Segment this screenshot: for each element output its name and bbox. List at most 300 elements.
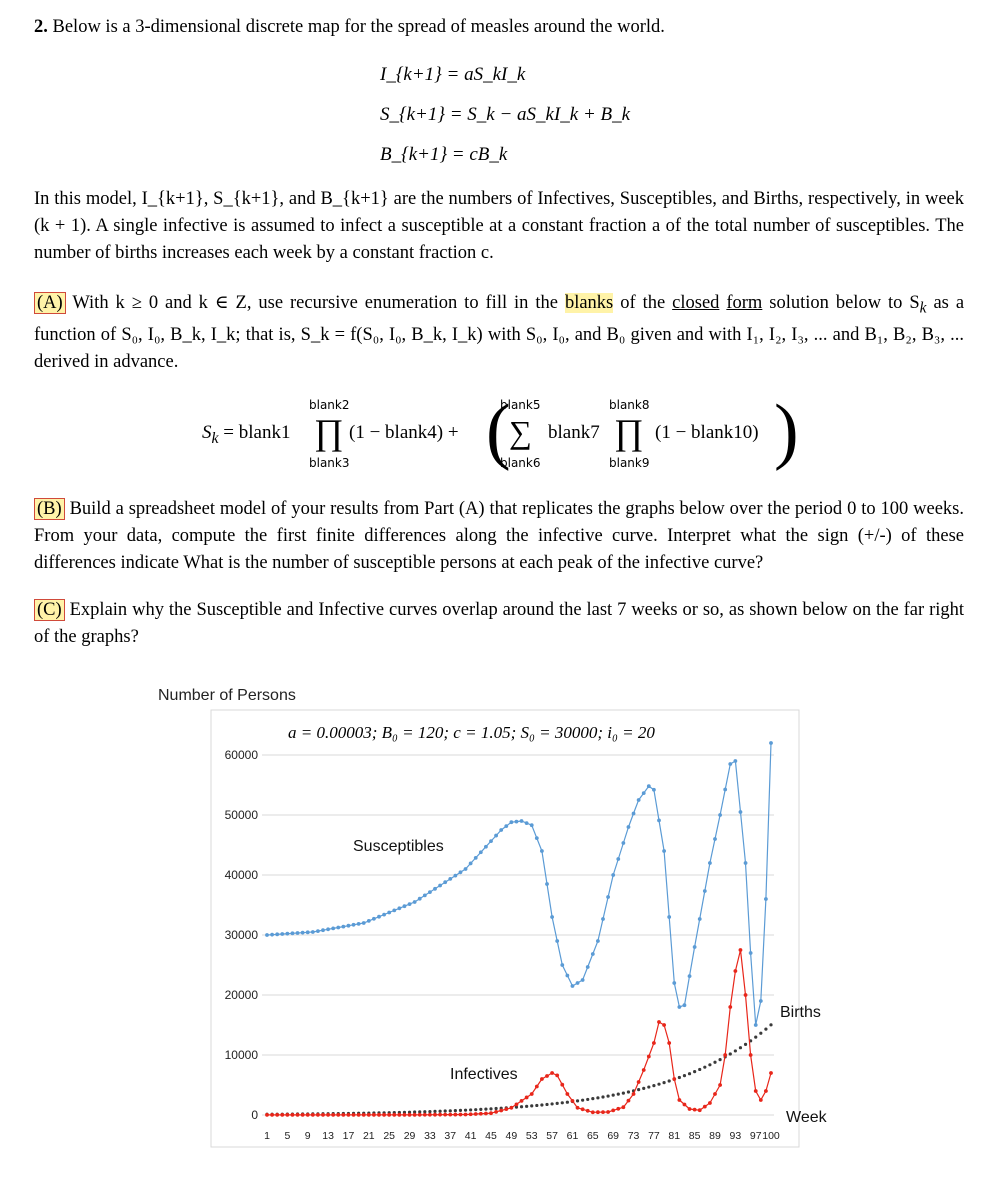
births-point <box>759 1032 762 1035</box>
infectives-point <box>677 1098 681 1102</box>
y-axis-title: Number of Persons <box>158 687 296 704</box>
susceptibles-point <box>744 861 748 865</box>
infectives-point <box>352 1113 356 1117</box>
infectives-point <box>448 1113 452 1117</box>
infectives-point <box>474 1112 478 1116</box>
part-b-label: (B) <box>34 498 65 520</box>
births-point <box>540 1103 543 1106</box>
births-point <box>617 1093 620 1096</box>
infectives-point <box>718 1083 722 1087</box>
infectives-point <box>515 1102 519 1106</box>
susceptibles-point <box>545 882 549 886</box>
infectives-point <box>413 1113 417 1117</box>
infectives-point <box>321 1113 325 1117</box>
births-point <box>718 1058 721 1061</box>
susceptibles-point <box>382 913 386 917</box>
susceptibles-point <box>306 930 310 934</box>
susceptibles-point <box>621 841 625 845</box>
infectives-point <box>744 993 748 997</box>
susceptibles-point <box>377 915 381 919</box>
births-point <box>606 1094 609 1097</box>
births-point <box>652 1084 655 1087</box>
infectives-point <box>545 1074 549 1078</box>
susceptibles-point <box>555 939 559 943</box>
infectives-point <box>728 1005 732 1009</box>
susceptibles-point <box>560 963 564 967</box>
blank5: blank5 <box>500 398 541 412</box>
susceptibles-point <box>275 932 279 936</box>
susceptibles-point <box>754 1023 758 1027</box>
infectives-point <box>453 1113 457 1117</box>
infectives-point <box>627 1099 631 1103</box>
infectives-point <box>494 1110 498 1114</box>
births-point <box>449 1109 452 1112</box>
infectives-point <box>362 1113 366 1117</box>
infectives-point <box>265 1113 269 1117</box>
susceptibles-point <box>280 932 284 936</box>
x-tick-label: 41 <box>464 1130 477 1142</box>
susceptibles-point <box>408 902 412 906</box>
product-symbol-2: ∏ <box>614 412 644 452</box>
infectives-point <box>555 1074 559 1078</box>
y-tick-label: 50000 <box>224 808 258 822</box>
births-point <box>688 1072 691 1075</box>
infectives-point <box>571 1099 575 1103</box>
births-point <box>454 1109 457 1112</box>
x-tick-label: 29 <box>403 1130 416 1142</box>
infectives-point <box>683 1103 687 1107</box>
equation-births: B_{k+1} = cB_k <box>380 144 508 165</box>
y-tick-label: 10000 <box>224 1048 258 1062</box>
births-point <box>581 1099 584 1102</box>
infectives-point <box>621 1105 625 1109</box>
births-point <box>668 1079 671 1082</box>
infectives-point <box>550 1071 554 1075</box>
susceptibles-point <box>764 897 768 901</box>
x-tick-label: 93 <box>729 1130 742 1142</box>
label-week: Week <box>786 1109 827 1126</box>
births-point <box>662 1081 665 1084</box>
susceptibles-point <box>265 933 269 937</box>
infectives-point <box>504 1107 508 1111</box>
susceptibles-point <box>372 917 376 921</box>
births-point <box>550 1102 553 1105</box>
susceptibles-point <box>438 884 442 888</box>
part-a-closed: closed <box>672 293 720 313</box>
susceptibles-point <box>713 837 717 841</box>
infectives-point <box>392 1113 396 1117</box>
susceptibles-point <box>413 900 417 904</box>
susceptibles-point <box>601 917 605 921</box>
label-susceptibles: Susceptibles <box>353 838 444 855</box>
births-point <box>591 1097 594 1100</box>
sum-symbol: ∑ <box>509 414 532 450</box>
births-point <box>769 1023 772 1026</box>
part-a-text-2: of the <box>620 293 666 313</box>
infectives-point <box>530 1092 534 1096</box>
births-point <box>433 1110 436 1113</box>
infectives-point <box>637 1080 641 1084</box>
factor2: (1 − blank10) <box>655 422 759 443</box>
infectives-point <box>423 1113 427 1117</box>
susceptibles-point <box>316 929 320 933</box>
x-tick-label: 45 <box>485 1130 497 1142</box>
infectives-point <box>560 1083 564 1087</box>
births-point <box>459 1109 462 1112</box>
infectives-point <box>372 1113 376 1117</box>
part-a-text-3-sub: k <box>919 299 927 317</box>
part-a-text-1: With k ≥ 0 and k ∈ Z, use recursive enumeration to fill in the <box>72 293 558 313</box>
births-point <box>734 1049 737 1052</box>
susceptibles-point <box>708 861 712 865</box>
susceptibles-point <box>387 911 391 915</box>
susceptibles-point <box>336 926 340 930</box>
susceptibles-point <box>301 931 305 935</box>
label-infectives: Infectives <box>450 1066 518 1083</box>
blank3: blank3 <box>309 456 350 470</box>
x-tick-label: 33 <box>424 1130 436 1142</box>
x-tick-label: 97 <box>749 1130 762 1142</box>
infectives-point <box>428 1113 432 1117</box>
births-point <box>622 1091 625 1094</box>
susceptibles-point <box>311 930 315 934</box>
infectives-point <box>459 1113 463 1117</box>
infectives-point <box>657 1020 661 1024</box>
infectives-point <box>403 1113 407 1117</box>
right-paren: ) <box>774 390 799 472</box>
infectives-point <box>733 969 737 973</box>
susceptibles-point <box>494 834 498 838</box>
part-a-form: form <box>726 293 763 313</box>
infectives-point <box>662 1023 666 1027</box>
births-point <box>530 1104 533 1107</box>
susceptibles-point <box>565 974 569 978</box>
infectives-point <box>535 1085 539 1089</box>
susceptibles-point <box>637 798 641 802</box>
infectives-point <box>341 1113 345 1117</box>
susceptibles-point <box>433 887 437 891</box>
product-symbol-1: ∏ <box>314 412 344 452</box>
susceptibles-point <box>586 965 590 969</box>
y-tick-label: 0 <box>251 1108 258 1122</box>
infectives-point <box>703 1105 707 1109</box>
infectives-point <box>270 1113 274 1117</box>
infectives-point <box>520 1099 524 1103</box>
susceptibles-point <box>723 788 727 792</box>
susceptibles-point <box>652 788 656 792</box>
infectives-point <box>311 1113 315 1117</box>
blank6: blank6 <box>500 456 541 470</box>
susceptibles-point <box>474 856 478 860</box>
infectives-point <box>749 1053 753 1057</box>
susceptibles-point <box>642 791 646 795</box>
infectives-point <box>713 1092 717 1096</box>
susceptibles-point <box>453 874 457 878</box>
births-point <box>657 1083 660 1086</box>
infectives-point <box>754 1089 758 1093</box>
infectives-point <box>331 1113 335 1117</box>
infectives-point <box>759 1098 763 1102</box>
susceptibles-point <box>759 999 763 1003</box>
susceptibles-point <box>285 932 289 936</box>
births-point <box>489 1107 492 1110</box>
infectives-point <box>464 1113 468 1117</box>
infectives-point <box>275 1113 279 1117</box>
part-a-blanks-word: blanks <box>564 293 614 313</box>
susceptibles-line <box>267 743 771 1025</box>
births-point <box>535 1104 538 1107</box>
infectives-point <box>596 1110 600 1114</box>
susceptibles-point <box>769 741 773 745</box>
susceptibles-point <box>515 820 519 824</box>
infectives-point <box>438 1113 442 1117</box>
infectives-point <box>285 1113 289 1117</box>
x-tick-label: 13 <box>322 1130 334 1142</box>
susceptibles-point <box>352 923 356 927</box>
births-point <box>713 1061 716 1064</box>
susceptibles-point <box>728 762 732 766</box>
infectives-point <box>316 1113 320 1117</box>
y-tick-label: 40000 <box>224 868 258 882</box>
infectives-point <box>723 1053 727 1057</box>
part-c-body: Explain why the Susceptible and Infective curves overlap around the last 7 weeks or so, as shown below on the far right of the graphs? <box>34 600 965 647</box>
susceptibles-point <box>403 904 407 908</box>
x-tick-label: 1 <box>264 1130 270 1142</box>
susceptibles-point <box>367 919 371 923</box>
susceptibles-point <box>392 909 396 913</box>
susceptibles-point <box>347 924 351 928</box>
x-tick-label: 69 <box>607 1130 620 1142</box>
infectives-point <box>291 1113 295 1117</box>
births-point <box>525 1105 528 1108</box>
infectives-point <box>367 1113 371 1117</box>
susceptibles-point <box>596 939 600 943</box>
births-point <box>612 1094 615 1097</box>
infectives-point <box>301 1113 305 1117</box>
births-point <box>627 1090 630 1093</box>
infectives-point <box>280 1113 284 1117</box>
susceptibles-point <box>677 1005 681 1009</box>
susceptibles-point <box>484 845 488 849</box>
births-point <box>423 1110 426 1113</box>
infectives-point <box>739 948 743 952</box>
infectives-point <box>499 1109 503 1113</box>
susceptibles-point <box>672 981 676 985</box>
births-point <box>764 1028 767 1031</box>
births-point <box>754 1036 757 1039</box>
infectives-point <box>632 1092 636 1096</box>
infectives-point <box>296 1113 300 1117</box>
susceptibles-point <box>479 850 483 854</box>
susceptibles-point <box>683 1003 687 1007</box>
births-point <box>556 1102 559 1105</box>
infectives-point <box>769 1071 773 1075</box>
susceptibles-point <box>698 917 702 921</box>
infectives-point <box>688 1107 692 1111</box>
susceptibles-point <box>693 945 697 949</box>
equation-susceptibles: S_{k+1} = S_k − aS_kI_k + B_k <box>380 104 631 125</box>
susceptibles-point <box>291 931 295 935</box>
blank8: blank8 <box>609 398 650 412</box>
susceptibles-point <box>443 880 447 884</box>
x-tick-label: 81 <box>668 1130 681 1142</box>
infectives-point <box>489 1111 493 1115</box>
x-tick-label: 21 <box>362 1130 375 1142</box>
susceptibles-point <box>703 889 707 893</box>
susceptibles-point <box>362 921 366 925</box>
births-point <box>601 1095 604 1098</box>
x-tick-label: 57 <box>546 1130 558 1142</box>
left-paren: ( <box>486 390 511 472</box>
infectives-point <box>764 1089 768 1093</box>
susceptibles-point <box>688 974 692 978</box>
y-tick-label: 60000 <box>224 748 258 762</box>
infectives-point <box>698 1108 702 1112</box>
susceptibles-point <box>469 862 473 866</box>
births-point <box>484 1108 487 1111</box>
susceptibles-point <box>321 928 325 932</box>
births-point <box>428 1110 431 1113</box>
problem-number: 2. <box>34 17 48 37</box>
susceptibles-point <box>611 873 615 877</box>
infectives-point <box>601 1110 605 1114</box>
susceptibles-point <box>718 813 722 817</box>
x-tick-label: 73 <box>627 1130 640 1142</box>
infectives-point <box>647 1055 651 1059</box>
infectives-point <box>616 1107 620 1111</box>
births-point <box>678 1076 681 1079</box>
part-a-label: (A) <box>34 292 66 314</box>
infectives-point <box>357 1113 361 1117</box>
infectives-point <box>484 1112 488 1116</box>
susceptibles-point <box>733 759 737 763</box>
equation-infectives: I_{k+1} = aS_kI_k <box>380 64 526 85</box>
births-point <box>708 1063 711 1066</box>
problem-intro-text: Below is a 3-dimensional discrete map for the spread of measles around the world. <box>52 17 665 37</box>
part-a-text-3: solution below to S <box>769 293 920 313</box>
susceptibles-point <box>662 849 666 853</box>
x-tick-label: 17 <box>342 1130 355 1142</box>
susceptibles-point <box>499 828 503 832</box>
births-point <box>683 1074 686 1077</box>
births-point <box>642 1087 645 1090</box>
births-point <box>464 1109 467 1112</box>
susceptibles-point <box>749 951 753 955</box>
births-point <box>596 1096 599 1099</box>
births-point <box>637 1088 640 1091</box>
x-tick-label: 85 <box>688 1130 701 1142</box>
susceptibles-point <box>357 922 361 926</box>
infectives-point <box>377 1113 381 1117</box>
births-point <box>647 1085 650 1088</box>
infectives-point <box>642 1068 646 1072</box>
susceptibles-point <box>489 839 493 843</box>
susceptibles-point <box>535 836 539 840</box>
susceptibles-point <box>616 857 620 861</box>
births-point <box>703 1066 706 1069</box>
susceptibles-point <box>397 906 401 910</box>
infectives-point <box>565 1092 569 1096</box>
births-point <box>698 1068 701 1071</box>
part-a-text-4: as a function of S₀, I₀, B_k, I_k; that is, S_k = f(S₀, I₀, B_k, I_k) with S₀, I₀, and B₀ given and with I₁, I₂, I₃, ... and B₁, B₂, B₃, ... derived in advance. <box>34 293 965 372</box>
infectives-point <box>418 1113 422 1117</box>
infectives-point <box>509 1106 513 1110</box>
births-point <box>479 1108 482 1111</box>
infectives-point <box>479 1112 483 1116</box>
susceptibles-point <box>464 867 468 871</box>
x-tick-label: 37 <box>444 1130 457 1142</box>
factor1: (1 − blank4) + <box>349 422 459 443</box>
susceptibles-point <box>504 824 508 828</box>
births-point <box>566 1101 569 1104</box>
births-point <box>469 1108 472 1111</box>
births-point <box>474 1108 477 1111</box>
infectives-point <box>693 1108 697 1112</box>
infectives-point <box>408 1113 412 1117</box>
x-tick-label: 61 <box>566 1130 579 1142</box>
susceptibles-point <box>627 825 631 829</box>
infectives-point <box>611 1109 615 1113</box>
susceptibles-point <box>606 895 610 899</box>
infectives-point <box>708 1101 712 1105</box>
label-births: Births <box>780 1004 821 1021</box>
blank9: blank9 <box>609 456 650 470</box>
births-point <box>693 1070 696 1073</box>
x-tick-label: 53 <box>525 1130 538 1142</box>
chart-title: a = 0.00003; B₀ = 120; c = 1.05; S₀ = 30000; i₀ = 20 <box>288 723 655 742</box>
infectives-point <box>443 1113 447 1117</box>
formula-lhs: $S_k$ = blank1 <box>202 422 291 447</box>
susceptibles-point <box>739 810 743 814</box>
births-point <box>520 1105 523 1108</box>
x-tick-label: 5 <box>284 1130 291 1142</box>
susceptibles-point <box>270 933 274 937</box>
susceptibles-point <box>459 870 463 874</box>
births-point <box>729 1052 732 1055</box>
susceptibles-point <box>509 820 513 824</box>
births-point <box>561 1101 564 1104</box>
infectives-point <box>540 1077 544 1081</box>
infectives-point <box>667 1041 671 1045</box>
blank7: blank7 <box>548 422 600 443</box>
infectives-point <box>382 1113 386 1117</box>
infectives-point <box>336 1113 340 1117</box>
x-tick-label: 9 <box>304 1130 311 1142</box>
susceptibles-point <box>632 812 636 816</box>
model-description: In this model, I_{k+1}, S_{k+1}, and B_{k+1} are the numbers of Infectives, Susceptibles, and Births, respectively, in week (k + 1). A single infective is assumed to infect a susceptible at a constant fraction a of the total number of susceptibles. The number of births increases each week by a constant fraction c. <box>34 189 964 263</box>
infectives-point <box>469 1112 473 1116</box>
infectives-point <box>586 1109 590 1113</box>
susceptibles-point <box>331 927 335 931</box>
infectives-point <box>387 1113 391 1117</box>
x-tick-label: 89 <box>709 1130 721 1142</box>
x-tick-label: 100 <box>762 1130 780 1142</box>
infectives-point <box>525 1096 529 1100</box>
blank2: blank2 <box>309 398 350 412</box>
infectives-point <box>606 1110 610 1114</box>
x-tick-label: 25 <box>383 1130 396 1142</box>
susceptibles-point <box>341 925 345 929</box>
births-point <box>438 1110 441 1113</box>
infectives-point <box>347 1113 351 1117</box>
x-tick-label: 49 <box>505 1130 518 1142</box>
part-c-label: (C) <box>34 599 65 621</box>
susceptibles-point <box>296 931 300 935</box>
susceptibles-point <box>418 897 422 901</box>
susceptibles-point <box>571 984 575 988</box>
susceptibles-point <box>576 981 580 985</box>
infectives-point <box>652 1041 656 1045</box>
